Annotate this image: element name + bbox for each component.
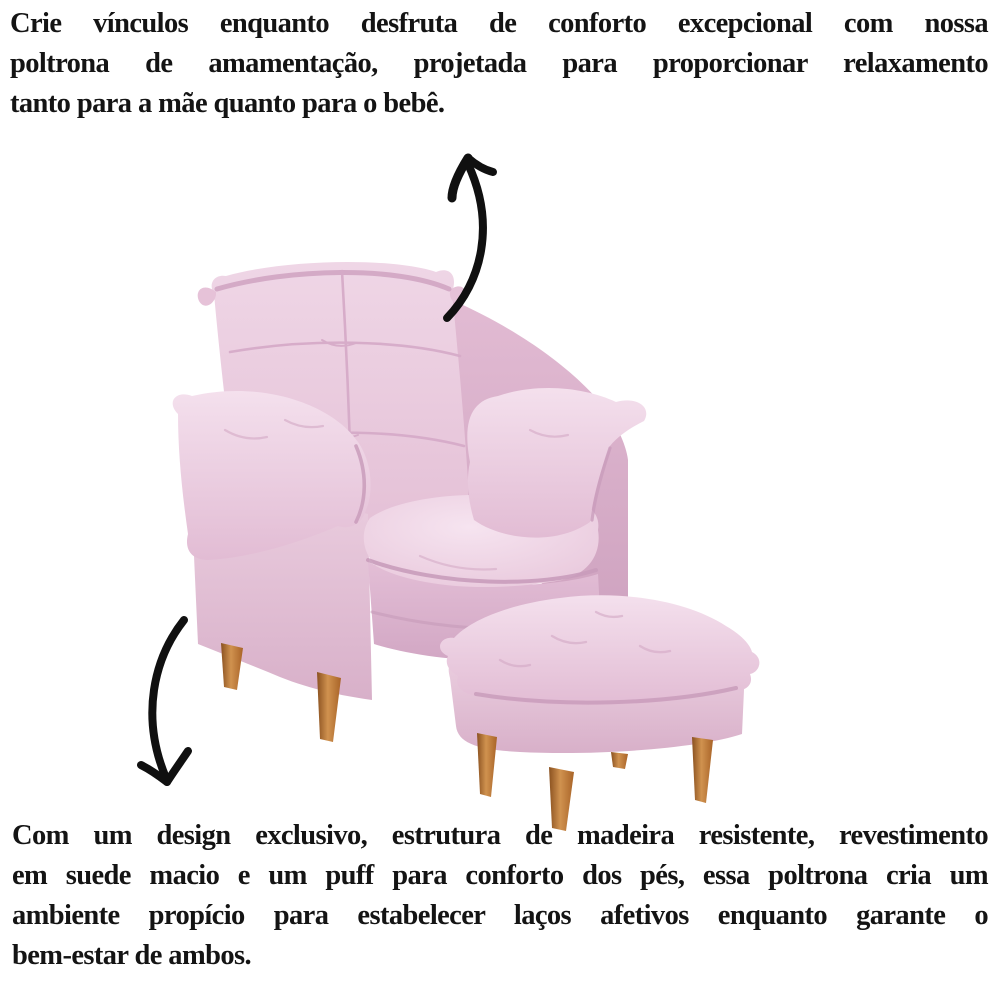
text-line: poltrona de amamentação, projetada para proporcionar relaxamento — [10, 48, 988, 79]
backrest-corner-flap-left — [198, 287, 216, 305]
text-line: Crie vínculos enquanto desfruta de conforto excepcional com nossa — [10, 8, 988, 39]
ottoman-leg — [611, 752, 628, 769]
bottom-description — [12, 816, 988, 976]
ottoman-leg — [477, 733, 497, 797]
ottoman-leg — [692, 737, 713, 803]
text-line: tanto para a mãe quanto para o bebê. — [10, 88, 445, 119]
top-description — [10, 4, 988, 124]
text-line: bem-estar de ambos. — [12, 940, 252, 971]
armchair-leg — [221, 643, 243, 690]
armchair-leg — [317, 672, 341, 742]
ottoman-puff — [440, 595, 759, 831]
curved-arrow-down-icon — [141, 620, 188, 782]
text-line: em suede macio e um puff para conforto dos pés, essa poltrona cria um — [12, 860, 988, 891]
text-line: Com um design exclusivo, estrutura de madeira resistente, revestimento — [12, 820, 988, 851]
text-line: ambiente propício para estabelecer laços afetivos enquanto garante o — [12, 900, 988, 931]
